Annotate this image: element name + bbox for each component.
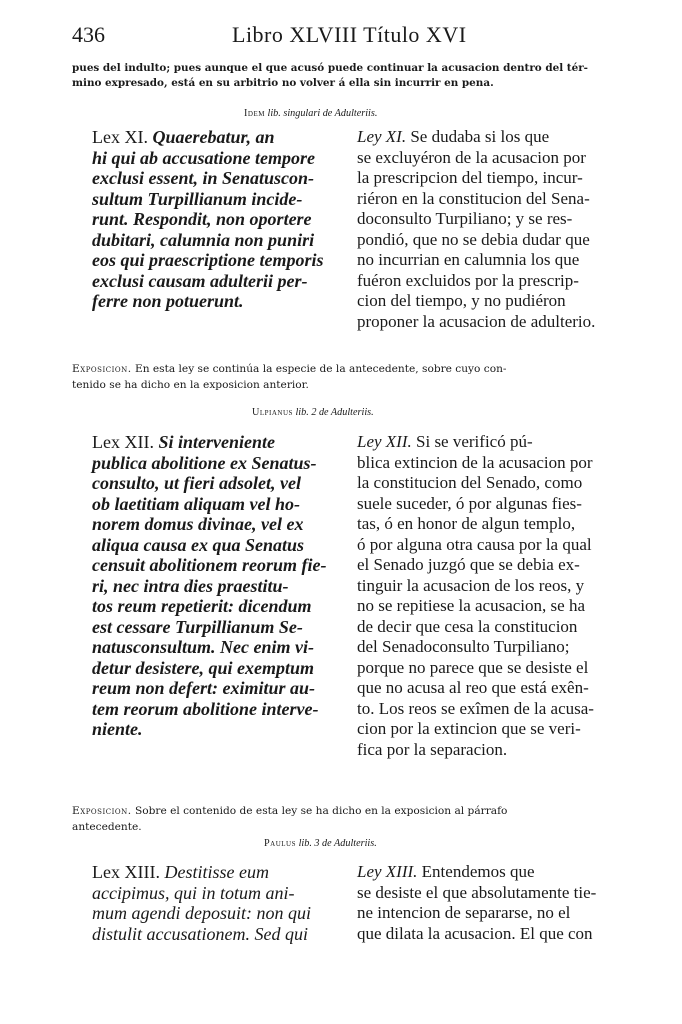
spanish-line: to. Los reos se exîmen de la acusa-: [357, 698, 594, 718]
ley-heading: Ley XIII.: [357, 862, 418, 881]
latin-line: detur desistere, qui exemptum: [92, 657, 314, 678]
latin-line: runt. Respondit, non oportere: [92, 209, 312, 229]
lex-heading: Lex XII.: [92, 432, 154, 452]
spanish-column: [357, 127, 619, 332]
latin-text: Quaerebatur, an: [152, 127, 275, 147]
spanish-line: [357, 862, 619, 883]
exposicion-line: [72, 804, 617, 820]
spanish-text: Se dudaba si los que: [410, 127, 550, 146]
latin-line: censuit abolitionem reorum fie-: [92, 555, 327, 575]
spanish-line: tas, ó en honor de algun templo,: [357, 514, 576, 533]
spanish-line: pondió, que no se debia dudar que: [357, 229, 590, 249]
page-number: 436: [72, 22, 105, 47]
latin-line: publica abolitione ex Senatus-: [92, 452, 317, 473]
exposicion-note: [72, 362, 617, 393]
spanish-line: fica por la separacion.: [357, 739, 508, 759]
latin-column: [92, 432, 352, 740]
latin-line: eos qui praescriptione temporis: [92, 250, 324, 270]
lex-heading: Lex XIII.: [92, 862, 160, 882]
latin-column: [92, 127, 352, 312]
latin-line: exclusi causam adulterii per-: [92, 270, 308, 291]
latin-line: norem domus divinae, vel ex: [92, 514, 304, 534]
source-citation: [264, 838, 377, 849]
exposicion-label: Exposicion.: [72, 363, 132, 375]
exposicion-line: [72, 362, 617, 378]
spanish-column: [357, 862, 619, 944]
spanish-line: cion del tiempo, y no pudiéron: [357, 291, 566, 310]
spanish-line: se desiste el que absolutamente tie-: [357, 882, 597, 902]
latin-column: [92, 862, 352, 944]
spanish-line: no incurrian en calumnia los que: [357, 250, 580, 269]
latin-line: tos reum repetierit: dicendum: [92, 596, 312, 616]
ley-heading: Ley XII.: [357, 432, 412, 451]
ley-heading: Ley XI.: [357, 127, 407, 146]
source-work: lib. 3 de Adulteriis.: [298, 838, 377, 849]
exposicion-line: antecedente.: [72, 820, 142, 833]
latin-line: est cessare Turpillianum Se-: [92, 616, 303, 637]
spanish-line: proponer la acusacion de adulterio.: [357, 311, 596, 331]
latin-line: ferre non potuerunt.: [92, 291, 244, 311]
latin-text: Si interveniente: [158, 432, 275, 452]
latin-line: ri, nec intra dies praestitu-: [92, 575, 289, 596]
running-head: Libro XLVIII Título XVI: [232, 22, 467, 47]
intro-line: pues del indulto; pues aunque el que acusó puede continuar la acusacion dentro del tér-: [72, 62, 588, 74]
latin-line: distulit accusationem. Sed qui: [92, 923, 308, 944]
source-author: Idem: [244, 108, 265, 119]
latin-line: tem reorum abolitione interve-: [92, 698, 319, 719]
latin-line: natusconsultum. Nec enim vi-: [92, 637, 315, 657]
spanish-line: la constitucion del Senado, como: [357, 473, 583, 492]
source-citation: [244, 108, 377, 119]
spanish-line: riéron en la constitucion del Sena-: [357, 188, 590, 208]
spanish-line: del Senadoconsulto Turpiliano;: [357, 637, 570, 656]
spanish-column: [357, 432, 619, 760]
latin-line: reum non defert: eximitur au-: [92, 678, 316, 698]
exposicion-note: [72, 804, 617, 835]
exposicion-text: Sobre el contenido de esta ley se ha dicho en la exposicion al párrafo: [134, 805, 508, 817]
source-work: lib. 2 de Adulteriis.: [295, 407, 374, 418]
latin-line: aliqua causa ex qua Senatus: [92, 534, 305, 555]
source-author: Ulpianus: [252, 407, 293, 418]
latin-line: sultum Turpillianum incide-: [92, 188, 303, 209]
latin-line: [92, 127, 352, 148]
spanish-line: blica extincion de la acusacion por: [357, 452, 593, 472]
spanish-line: porque no parece que se desiste el: [357, 657, 589, 677]
latin-line: ob laetitiam aliquam vel ho-: [92, 493, 300, 514]
exposicion-line: tenido se ha dicho en la exposicion anterior.: [72, 378, 309, 391]
latin-text: Destitisse eum: [164, 862, 269, 882]
spanish-line: suele suceder, ó por algunas fies-: [357, 493, 582, 513]
spanish-line: ne intencion de separarse, no el: [357, 903, 571, 922]
spanish-line: no se repitiese la acusacion, se ha: [357, 596, 585, 615]
spanish-line: ó por alguna otra causa por la qual: [357, 534, 592, 554]
spanish-text: Si se verificó pú-: [416, 432, 533, 451]
spanish-line: fuéron excluidos por la prescrip-: [357, 270, 579, 290]
latin-line: exclusi essent, in Senatuscon-: [92, 168, 315, 188]
spanish-line: que dilata la acusacion. El que con: [357, 923, 593, 943]
latin-line: accipimus, qui in totum ani-: [92, 882, 295, 903]
exposicion-text: En esta ley se continúa la especie de la antecedente, sobre cuyo con-: [134, 363, 507, 375]
source-work: lib. singulari de Adulteriis.: [267, 108, 378, 119]
latin-line: hi qui ab accusatione tempore: [92, 147, 316, 168]
spanish-line: tinguir la acusacion de los reos, y: [357, 575, 585, 595]
spanish-line: de decir que cesa la constitucion: [357, 616, 578, 636]
lex-heading: Lex XI.: [92, 127, 148, 147]
latin-line: mum agendi deposuit: non qui: [92, 903, 311, 923]
spanish-line: la prescripcion del tiempo, incur-: [357, 168, 583, 187]
source-citation: [252, 407, 374, 418]
page-header: [72, 22, 632, 52]
spanish-line: doconsulto Turpiliano; y se res-: [357, 209, 573, 228]
source-author: Paulus: [264, 838, 297, 849]
intro-paragraph: [72, 61, 617, 91]
spanish-line: el Senado juzgó que se debia ex-: [357, 555, 580, 574]
spanish-line: [357, 127, 619, 148]
spanish-line: se excluyéron de la acusacion por: [357, 147, 586, 167]
latin-line: [92, 432, 352, 453]
spanish-text: Entendemos que: [421, 862, 535, 881]
spanish-line: cion por la extincion que se veri-: [357, 719, 581, 738]
exposicion-label: Exposicion.: [72, 805, 132, 817]
spanish-line: [357, 432, 619, 453]
latin-line: niente.: [92, 719, 143, 739]
latin-line: [92, 862, 352, 883]
spanish-line: que no acusa al reo que está exên-: [357, 678, 589, 697]
latin-line: consulto, ut fieri adsolet, vel: [92, 473, 301, 493]
intro-line: mino expresado, está en su arbitrio no volver á ella sin incurrir en pena.: [72, 77, 494, 89]
latin-line: dubitari, calumnia non puniri: [92, 229, 315, 250]
